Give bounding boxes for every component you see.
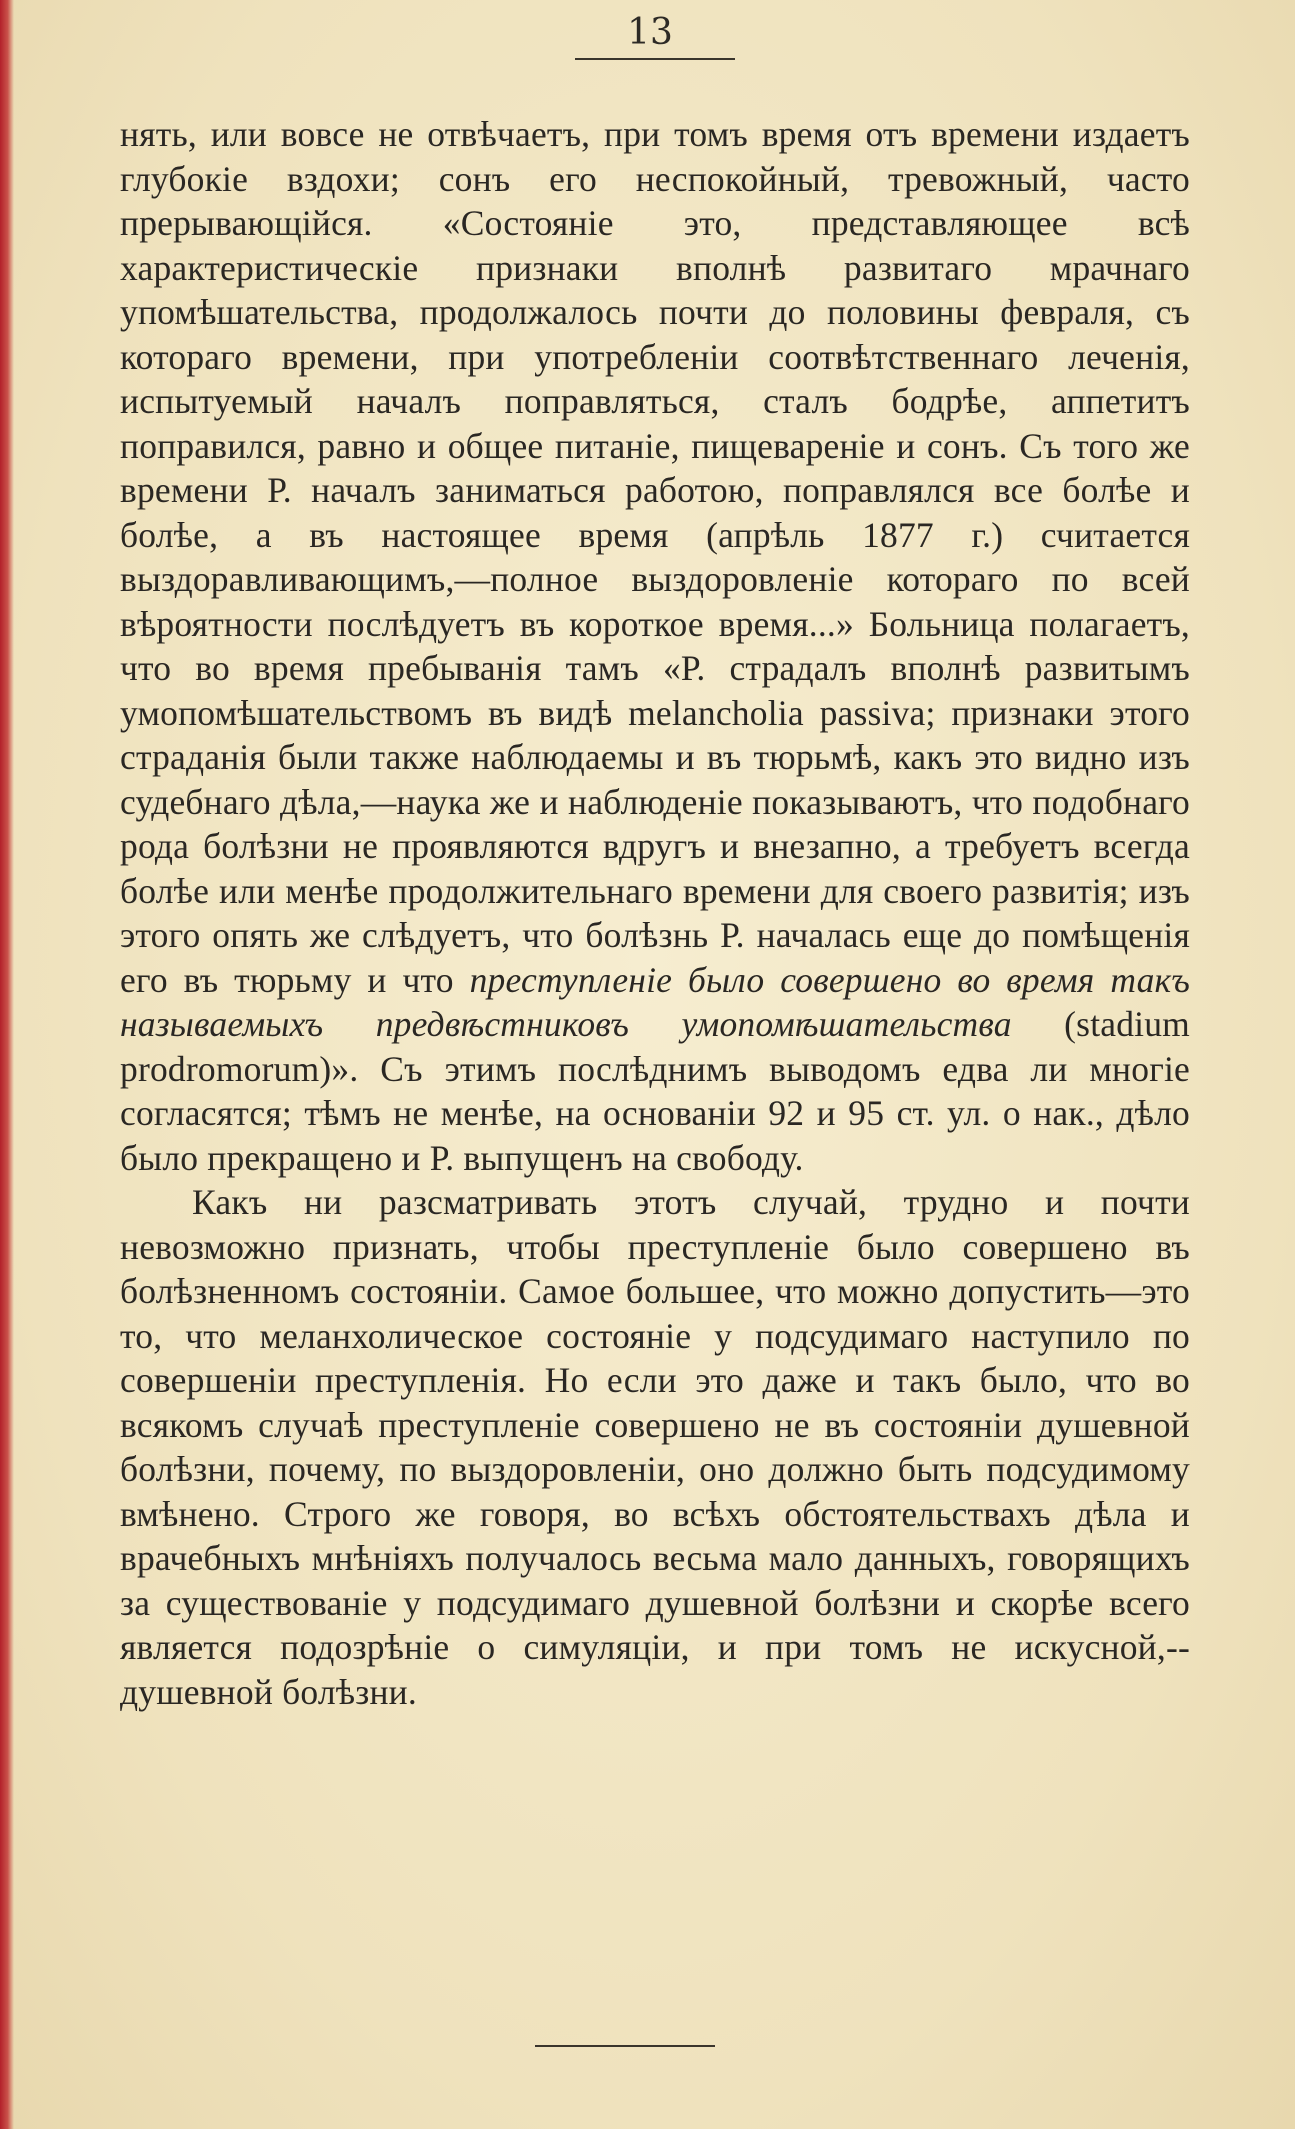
page-number: 13 <box>627 12 673 53</box>
paragraph-2 <box>120 1180 1190 1714</box>
paragraph-2-text: Какъ ни разсматривать этотъ случай, трудно и почти невозможно признать, чтобы преступленіе было совершено въ болѣзненномъ состояніи. Самое большее, что можно допустить—это то, что меланхолическое состояніе у подсудимаго наступило по совершеніи преступленія. Но если это даже и такъ было, что во всякомъ случаѣ преступленіе совершено не въ состояніи душевной болѣзни, почему, по выздоровленіи, оно должно быть подсудимому вмѣнено. Строго же говоря, во всѣхъ обстоятельствахъ дѣла и врачебныхъ мнѣніяхъ получалось весьма мало данныхъ, говорящихъ за существованіе у подсудимаго душевной болѣзни и скорѣе всего является подозрѣніе о симуляціи, и при томъ не искусной,--душевной болѣзни. <box>120 1182 1190 1712</box>
page-header <box>0 0 1295 80</box>
page-binding-edge <box>0 0 14 2129</box>
body-text <box>120 112 1190 1714</box>
footer-rule <box>535 2045 715 2047</box>
header-rule <box>575 58 735 60</box>
paragraph-1-italic-phrase: преступленіе было совершено во время такъ называемыхъ предвѣстниковъ умопомѣшательства <box>120 959 1190 1044</box>
paragraph-1 <box>120 112 1190 1180</box>
paragraph-1-segment-3: (stadium prodromorum)». Съ этимъ послѣднимъ выводомъ едва ли многіе согласятся; тѣмъ не менѣе, на основаніи 92 и 95 ст. ул. о нак., дѣло было прекращено и Р. выпущенъ на свободу. <box>120 1004 1190 1178</box>
paragraph-1-segment-1: нять, или вовсе не отвѣчаетъ, при томъ время отъ времени издаетъ глубокіе вздохи; сонъ его неспокойный, тревожный, часто прерывающійся. «Состояніе это, представляющее всѣ характеристическіе признаки вполнѣ развитаго мрачнаго упомѣшательства, продолжалось почти до половины февраля, съ котораго времени, при употребленіи соотвѣтственнаго леченія, испытуемый началъ поправляться, сталъ бодрѣе, аппетитъ поправился, равно и общее питаніе, пищевареніе и сонъ. Съ того же времени Р. началъ заниматься работою, поправлялся все болѣе и болѣе, а въ настоящее время (апрѣль 1877 г.) считается выздоравливающимъ,—полное выздоровленіе котораго по всей вѣроятности послѣдуетъ въ короткое время...» Больница полагаетъ, что во время пребыванія тамъ «Р. страдалъ вполнѣ развитымъ умопомѣшательствомъ въ видѣ melancholia passiva; признаки этого страданія были также наблюдаемы и въ тюрьмѣ, какъ это видно изъ судебнаго дѣла,—наука же и наблюденіе показываютъ, что подобнаго рода болѣзни не проявляются вдругъ и внезапно, а требуетъ всегда болѣе или менѣе продолжительнаго времени для своего развитія; изъ этого опять же слѣдуетъ, что болѣзнь Р. началась еще до помѣщенія его въ тюрьму и что <box>120 114 1190 1000</box>
